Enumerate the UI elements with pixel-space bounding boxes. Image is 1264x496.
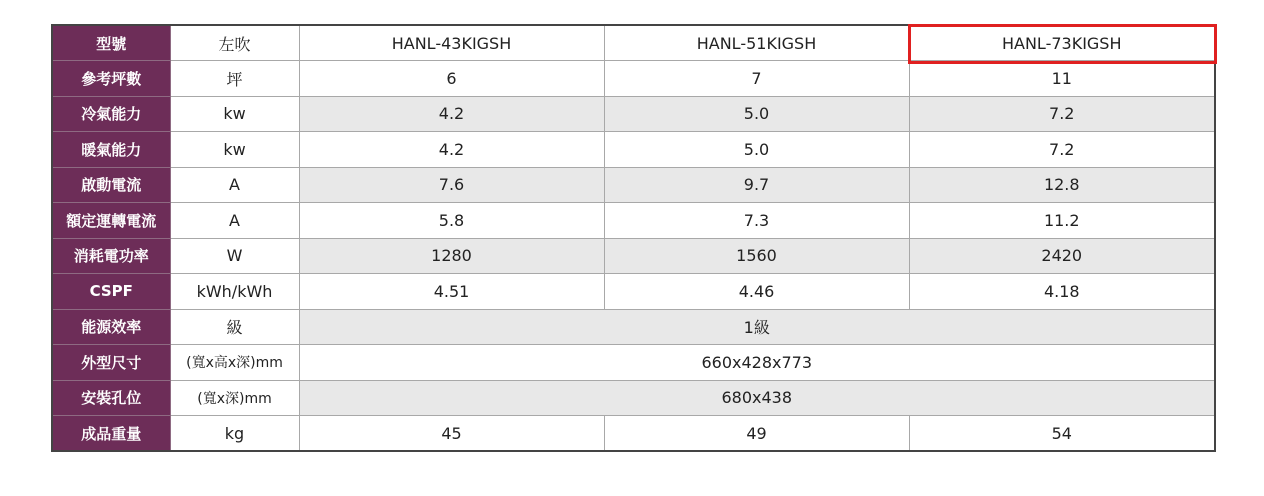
row-unit: (寬x深)mm [170, 380, 299, 416]
row-value: 6 [299, 61, 604, 97]
row-label: 外型尺寸 [52, 345, 170, 381]
row-label: 啟動電流 [52, 167, 170, 203]
table-row [52, 238, 1215, 274]
row-value: 5.0 [604, 132, 909, 168]
row-label: 額定運轉電流 [52, 203, 170, 239]
row-value: 7.3 [604, 203, 909, 239]
row-value: 11.2 [909, 203, 1215, 239]
row-value: 7.6 [299, 167, 604, 203]
row-value: 54 [909, 416, 1215, 452]
row-unit: kg [170, 416, 299, 452]
row-value: 45 [299, 416, 604, 452]
row-label: 成品重量 [52, 416, 170, 452]
row-label: 暖氣能力 [52, 132, 170, 168]
row-value: 680x438 [299, 380, 1215, 416]
spec-table [51, 24, 1216, 452]
table-row-merged [52, 309, 1215, 345]
row-label: CSPF [52, 274, 170, 310]
row-unit: (寬x高x深)mm [170, 345, 299, 381]
table-row [52, 96, 1215, 132]
table-row [52, 61, 1215, 97]
row-label: 能源效率 [52, 309, 170, 345]
row-value: 7 [604, 61, 909, 97]
model-name: HANL-73KIGSH [909, 25, 1215, 61]
row-unit: A [170, 167, 299, 203]
row-value: 2420 [909, 238, 1215, 274]
table-row [52, 274, 1215, 310]
row-value: 11 [909, 61, 1215, 97]
model-name: HANL-43KIGSH [299, 25, 604, 61]
row-unit: kw [170, 132, 299, 168]
row-value: 7.2 [909, 96, 1215, 132]
row-value: 7.2 [909, 132, 1215, 168]
row-value: 4.46 [604, 274, 909, 310]
row-unit: 坪 [170, 61, 299, 97]
row-label: 消耗電功率 [52, 238, 170, 274]
row-unit: kw [170, 96, 299, 132]
table-row [52, 167, 1215, 203]
row-value: 5.8 [299, 203, 604, 239]
table-row-merged [52, 380, 1215, 416]
row-value: 1280 [299, 238, 604, 274]
row-value: 5.0 [604, 96, 909, 132]
row-value: 4.2 [299, 96, 604, 132]
row-value: 1560 [604, 238, 909, 274]
model-name: HANL-51KIGSH [604, 25, 909, 61]
header-label: 型號 [52, 25, 170, 61]
row-value: 9.7 [604, 167, 909, 203]
row-unit: W [170, 238, 299, 274]
row-value: 49 [604, 416, 909, 452]
row-value: 4.2 [299, 132, 604, 168]
header-row [52, 25, 1215, 61]
row-unit: kWh/kWh [170, 274, 299, 310]
row-value: 4.51 [299, 274, 604, 310]
row-value: 12.8 [909, 167, 1215, 203]
row-label: 安裝孔位 [52, 380, 170, 416]
row-unit: 級 [170, 309, 299, 345]
table-row-merged [52, 345, 1215, 381]
row-value: 4.18 [909, 274, 1215, 310]
row-unit: A [170, 203, 299, 239]
row-label: 冷氣能力 [52, 96, 170, 132]
row-value: 660x428x773 [299, 345, 1215, 381]
row-label: 參考坪數 [52, 61, 170, 97]
table-row [52, 132, 1215, 168]
table-row [52, 203, 1215, 239]
table-row [52, 416, 1215, 452]
row-value: 1級 [299, 309, 1215, 345]
header-unit: 左吹 [170, 25, 299, 61]
